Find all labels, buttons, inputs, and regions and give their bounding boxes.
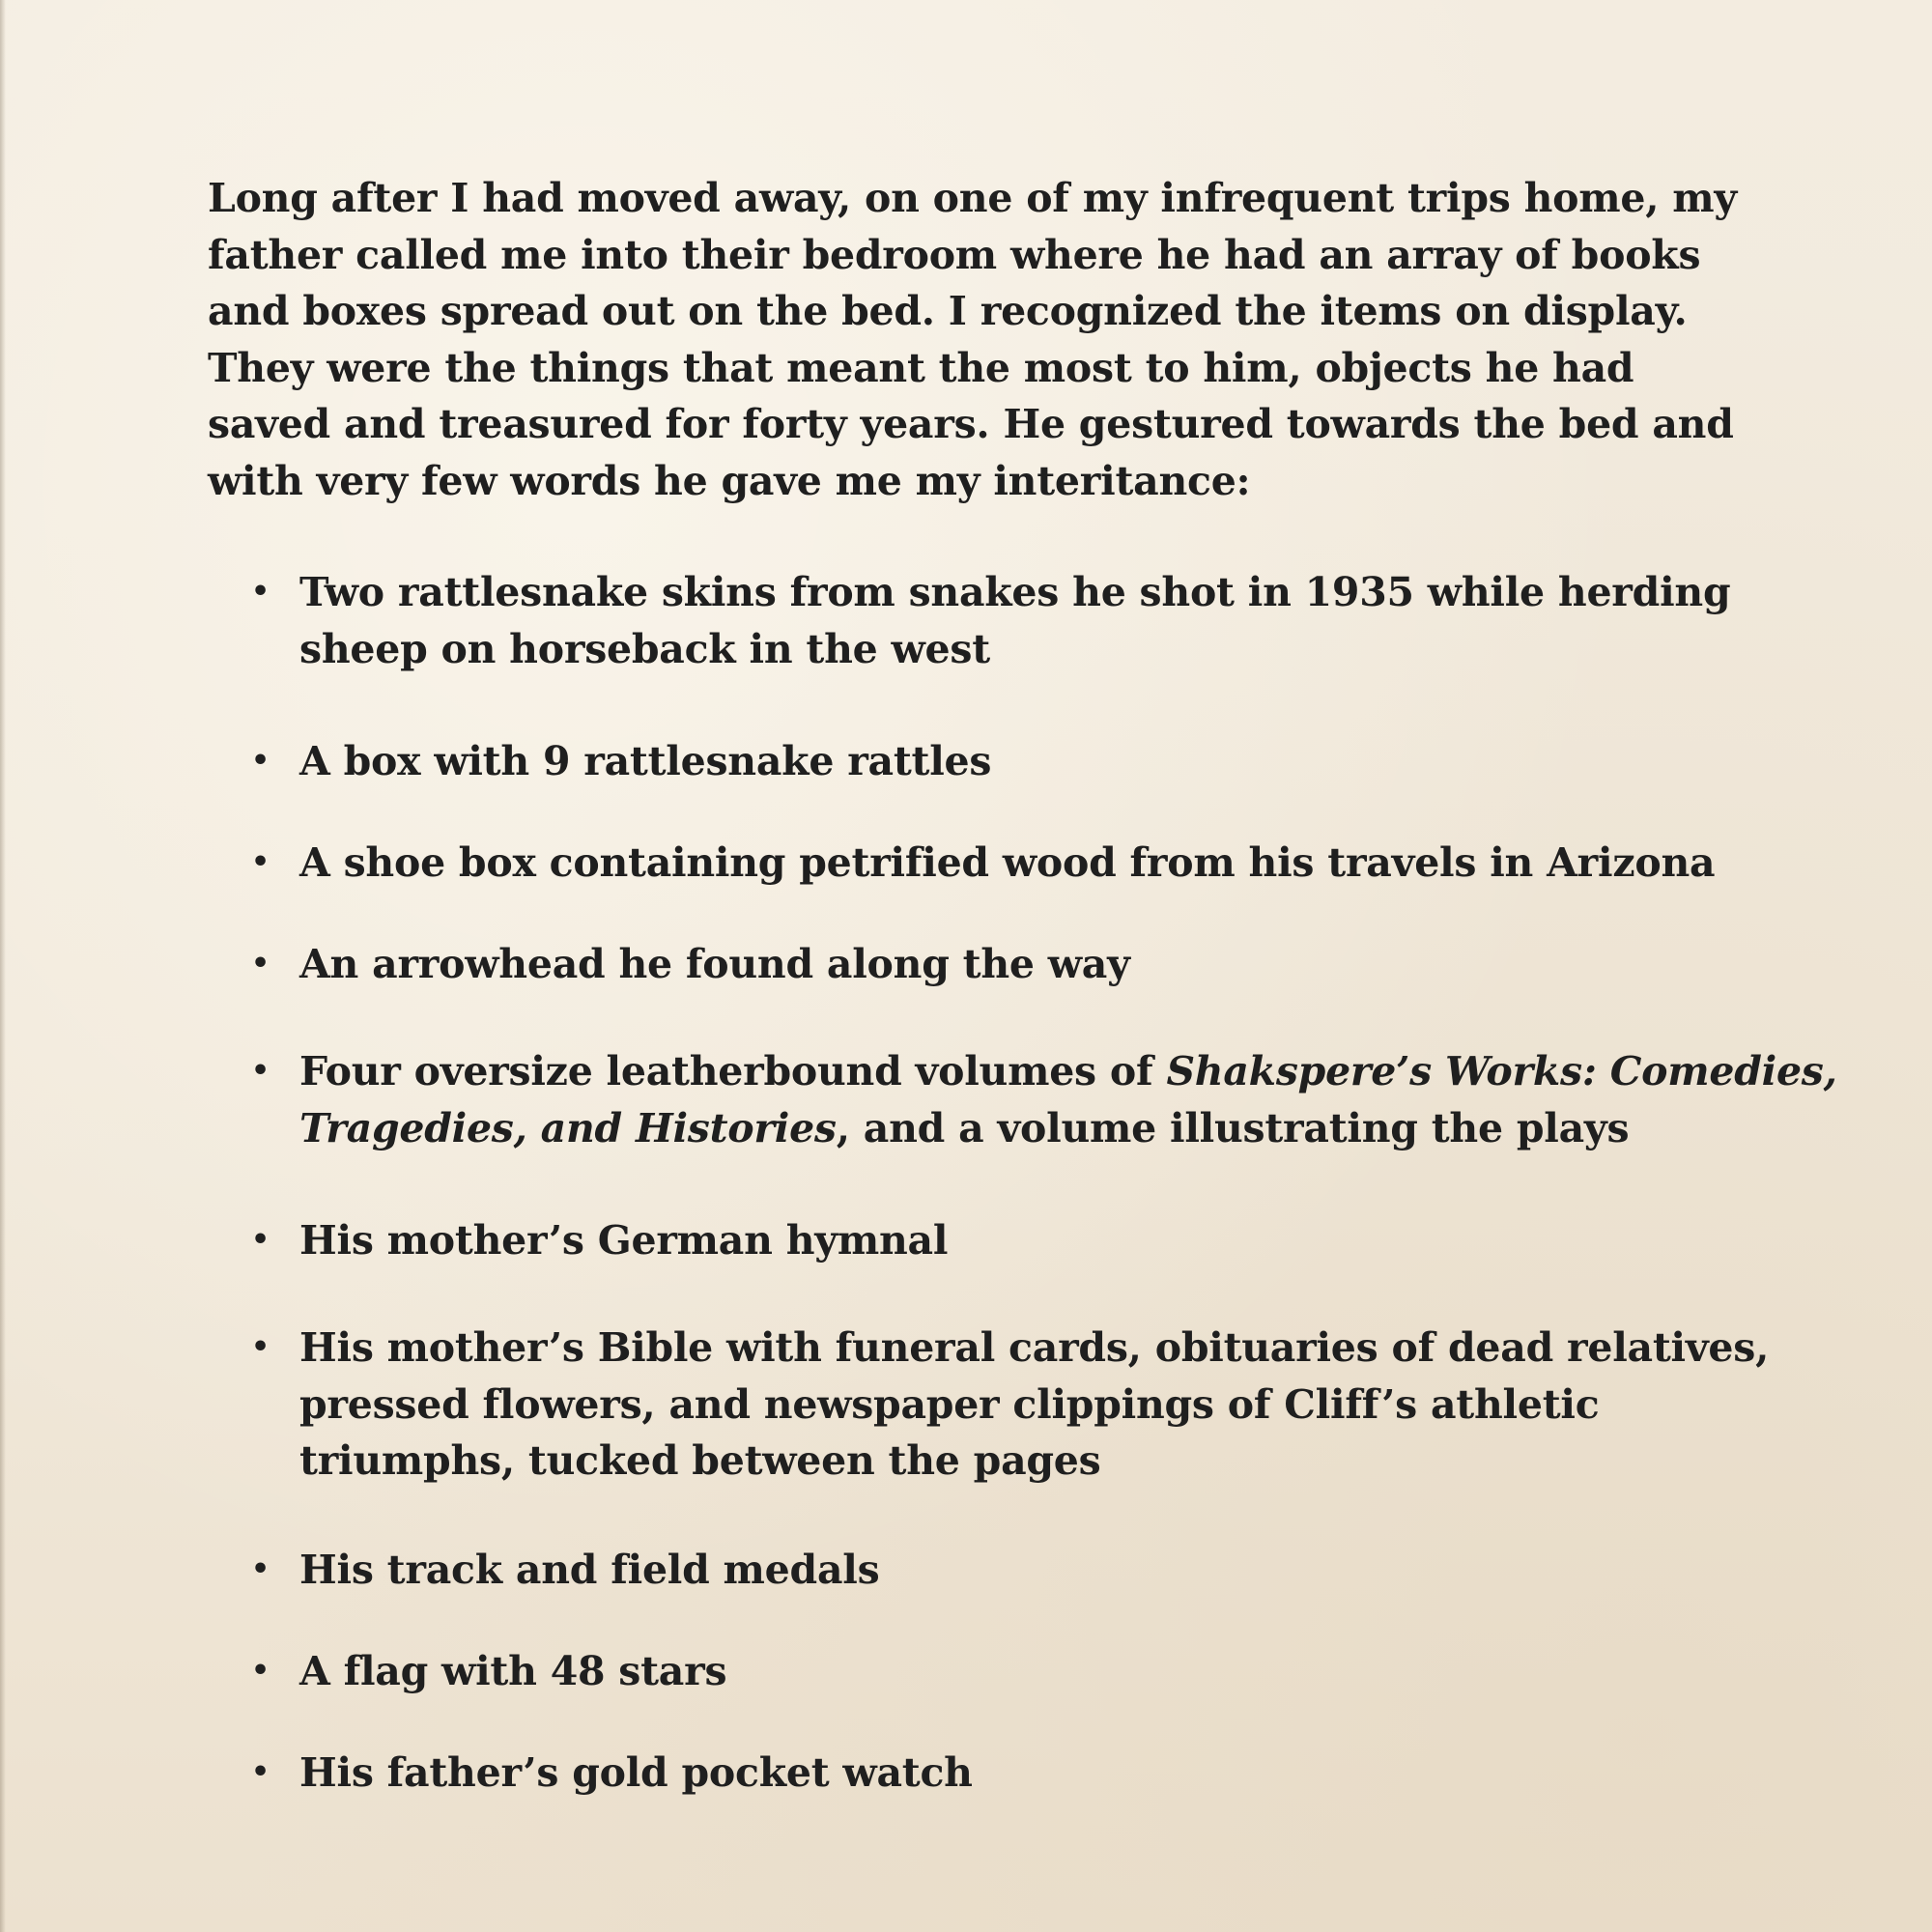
list-item-text (299, 564, 1731, 677)
intro-line: Long after I had moved away, on one of my infrequent trips home, my (208, 175, 1737, 221)
bullet-icon: • (251, 845, 270, 879)
list-item-text (299, 835, 1716, 892)
list-item-text (299, 1542, 1710, 1599)
intro-line: saved and treasured for forty years. He gestured towards the bed and (208, 401, 1734, 447)
bullet-icon: • (251, 1054, 270, 1088)
list-item-line: triumphs, tucked between the pages (299, 1437, 1101, 1484)
list-item-text (299, 1745, 1710, 1802)
list-item-line (299, 1100, 1710, 1157)
list-item-line: sheep on horseback in the west (299, 625, 990, 672)
page-edge-shadow (0, 0, 6, 1932)
list-item-line: pressed flowers, and newspaper clippings of Cliff’s athletic (299, 1380, 1600, 1428)
list-item-text (299, 733, 1710, 790)
book-title-text: Shakspere’s Works: Comedies, (1166, 1048, 1837, 1094)
bullet-icon: • (251, 1223, 270, 1257)
list-item-text (299, 1212, 1710, 1269)
intro-paragraph (208, 170, 1737, 509)
bullet-icon: • (251, 575, 270, 609)
bullet-icon: • (251, 1755, 270, 1789)
list-item-line: His track and field medals (299, 1547, 880, 1593)
intro-line: They were the things that meant the most to him, objects he had (208, 344, 1634, 391)
book-intro-text: Four oversize leatherbound volumes of (299, 1048, 1167, 1094)
book-suffix-text: , and a volume illustrating the plays (836, 1104, 1630, 1151)
bullet-icon: • (251, 1552, 270, 1586)
list-item-text (299, 1320, 1770, 1490)
book-title-text: Tragedies, and Histories (299, 1104, 837, 1151)
bullet-icon: • (251, 1654, 270, 1688)
list-item-text (299, 1043, 1837, 1156)
list-item-line: Two rattlesnake skins from snakes he shot in 1935 while herding (299, 569, 1731, 615)
list-item-line: His father’s gold pocket watch (299, 1749, 973, 1796)
bullet-icon: • (251, 744, 270, 778)
list-item-line: His mother’s Bible with funeral cards, obituaries of dead relatives, (299, 1324, 1770, 1371)
list-item-line: A flag with 48 stars (299, 1648, 727, 1694)
list-item-line: A shoe box containing petrified wood from his travels in Arizona (299, 839, 1716, 886)
list-item-line: His mother’s German hymnal (299, 1217, 949, 1264)
list-item-text (299, 1643, 1710, 1700)
list-item-text (299, 936, 1710, 993)
intro-line: father called me into their bedroom where he had an array of books (208, 231, 1701, 278)
list-item-line: An arrowhead he found along the way (299, 941, 1130, 987)
intro-line: with very few words he gave me my interitance: (208, 457, 1251, 504)
intro-line: and boxes spread out on the bed. I recognized the items on display. (208, 288, 1688, 334)
list-item-line (299, 1043, 1837, 1100)
bullet-icon: • (251, 1330, 270, 1364)
list-item-line: A box with 9 rattlesnake rattles (299, 738, 992, 784)
document-body (208, 170, 1837, 1796)
bullet-icon: • (251, 947, 270, 980)
